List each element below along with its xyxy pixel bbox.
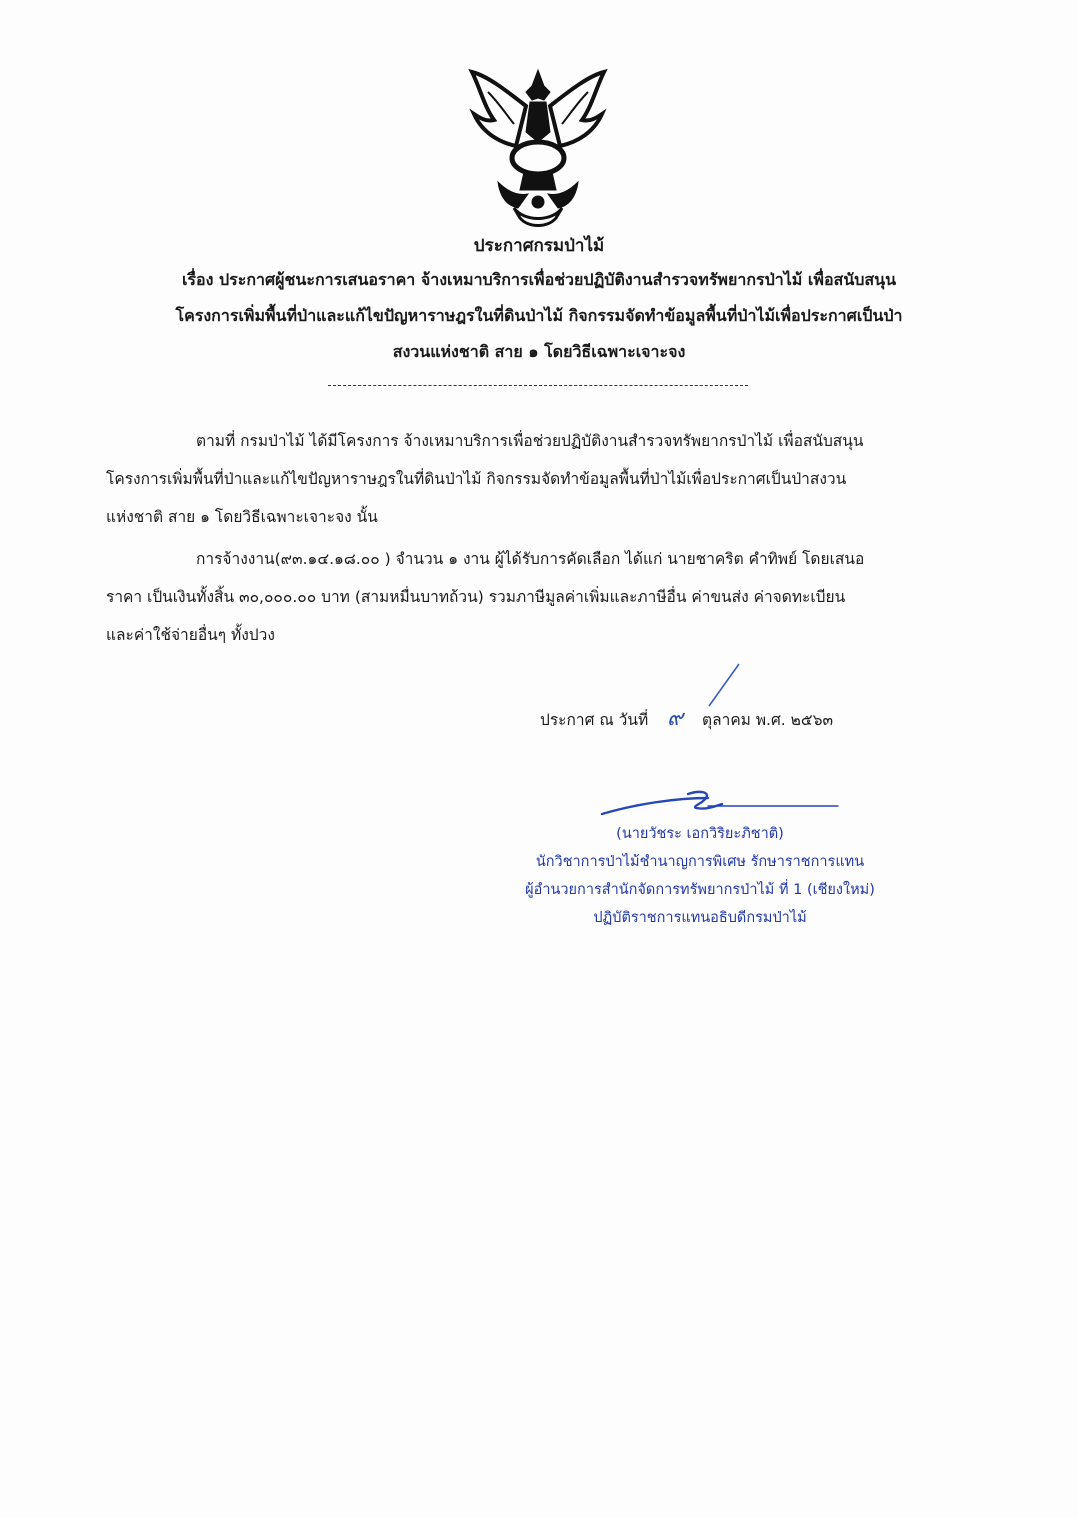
handwritten-day: ๙ <box>667 706 684 731</box>
date-suffix: ตุลาคม พ.ศ. ๒๕๖๓ <box>702 711 834 729</box>
document-title: ประกาศกรมป่าไม้ <box>473 236 605 256</box>
paragraph-line: ราคา เป็นเงินทั้งสิ้น ๓๐,๐๐๐.๐๐ บาท (สามหมื่นบาทถ้วน) รวมภาษีมูลค่าเพิ่มและภาษีอื่น ค่าขนส่ง ค่าจดทะเบียน <box>106 588 846 606</box>
paragraph-line: และค่าใช้จ่ายอื่นๆ ทั้งปวง <box>106 626 275 644</box>
signer-position: ผู้อำนวยการสำนักจัดการทรัพยากรป่าไม้ ที่ 1 (เชียงใหม่) <box>525 882 875 898</box>
subject-line: โครงการเพิ่มพื้นที่ป่าและแก้ไขปัญหาราษฎรในที่ดินป่าไม้ กิจกรรมจัดทำข้อมูลพื้นที่ป่าไม้เพื่อประกาศเป็นป่า <box>175 306 903 325</box>
subject-block <box>90 262 988 370</box>
paragraph-project <box>106 422 972 536</box>
subject-line: เรื่อง ประกาศผู้ชนะการเสนอราคา จ้างเหมาบริการเพื่อช่วยปฏิบัติงานสำรวจทรัพยากรป่าไม้ เพื่อสนับสนุน <box>181 270 897 289</box>
paragraph-line: แห่งชาติ สาย ๑ โดยวิธีเฉพาะเจาะจง นั้น <box>106 508 378 526</box>
garuda-emblem-icon <box>458 62 618 232</box>
announcement-date <box>540 700 833 735</box>
paragraph-line: การจ้างงาน(๙๓.๑๔.๑๘.๐๐ ) จำนวน ๑ งาน ผู้ได้รับการคัดเลือก ได้แก่ นายชาคริต คำทิพย์ โดยเสนอ <box>196 550 865 568</box>
paragraph-line: ตามที่ กรมป่าไม้ ได้มีโครงการ จ้างเหมาบริการเพื่อช่วยปฏิบัติงานสำรวจทรัพยากรป่าไม้ เพื่อสนับสนุน <box>196 432 864 450</box>
date-prefix: ประกาศ ณ วันที่ <box>540 711 649 729</box>
subject-line: สงวนแห่งชาติ สาย ๑ โดยวิธีเฉพาะเจาะจง <box>392 342 686 361</box>
signer-position: นักวิชาการป่าไม้ชำนาญการพิเศษ รักษาราชการแทน <box>535 854 865 870</box>
signer-position: ปฏิบัติราชการแทนอธิบดีกรมป่าไม้ <box>593 910 807 926</box>
signer-name: (นายวัชระ เอกวิริยะภิชาติ) <box>616 826 784 842</box>
paragraph-line: โครงการเพิ่มพื้นที่ป่าและแก้ไขปัญหาราษฎรในที่ดินป่าไม้ กิจกรรมจัดทำข้อมูลพื้นที่ป่าไม้เพื่อประกาศเป็นป่าสงวน <box>106 470 847 488</box>
signer-block <box>480 820 920 932</box>
paragraph-award <box>106 540 972 654</box>
signature-image <box>596 784 846 824</box>
divider-rule <box>328 385 748 386</box>
